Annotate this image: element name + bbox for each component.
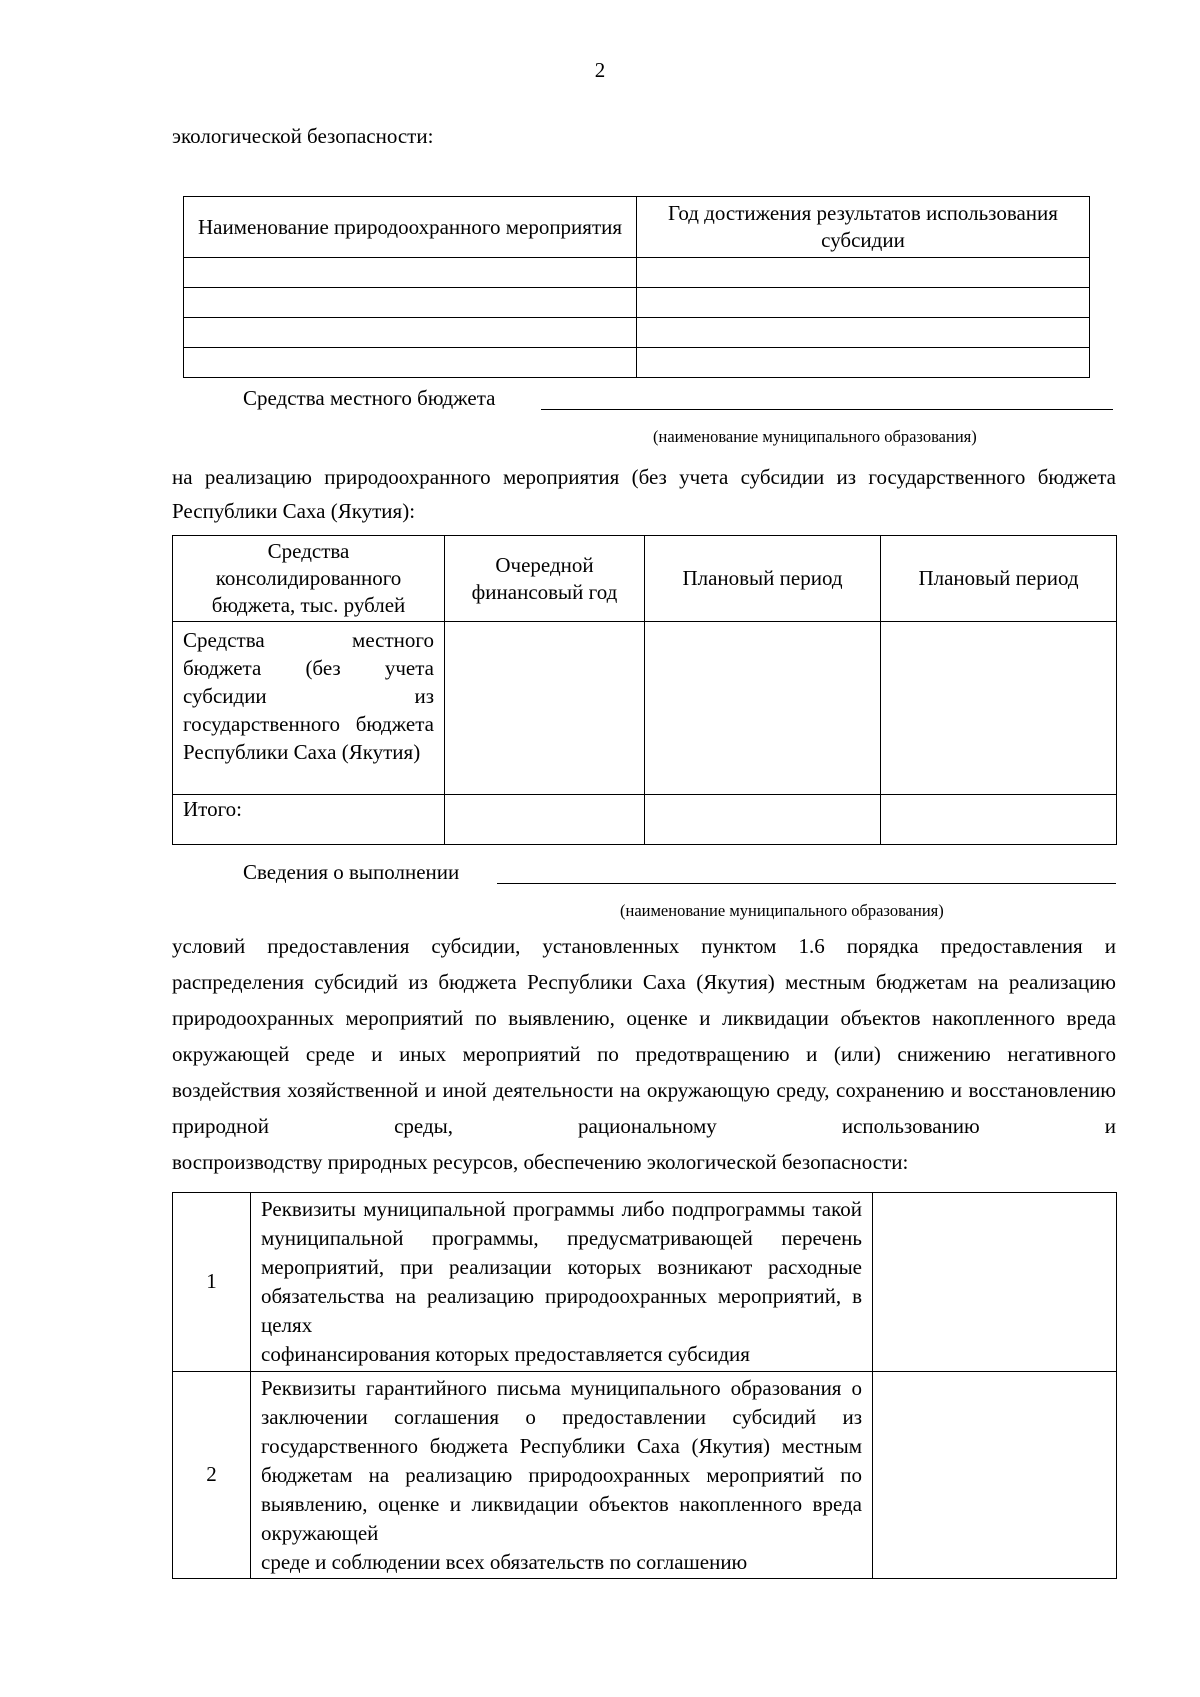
row-text-body: Реквизиты гарантийного письма муниципального образования о заключении соглашения о предоставлении субсидий из государственного бюджета Республики Саха (Якутия) местным бюджетам на реализацию природоохранных мероприятий по выявлению, оценке и ликвидации объектов накопленного вреда окружающей [261,1376,862,1545]
table-row [184,348,1090,378]
local-budget-label: Средства местного бюджета [243,386,496,410]
row-local-budget-label: Средства местного бюджета (без учета субсидии из государственного бюджета Республики Саха (Якутия) [173,622,445,795]
row-text-end: среде и соблюдении всех обязательств по соглашению [261,1550,748,1574]
page-number: 2 [594,58,606,82]
table-row [184,288,1090,318]
table-row [173,1372,1117,1579]
municipality-fill-line [497,883,1116,884]
table-row [173,1193,1117,1372]
budget-table [172,535,1117,845]
table-row [173,622,1117,795]
header-budget-funds: Средства консолидированного бюджета, тыс. рублей [173,536,445,622]
municipality-caption: (наименование муниципального образования) [653,427,977,446]
municipality-fill-line [541,409,1113,410]
row-text-body: Реквизиты муниципальной программы либо подпрограммы такой муниципальной программы, предусматривающей перечень мероприятий, при реализации которых возникают расходные обязательства на реализацию природоохранных мероприятий, в целях [261,1197,862,1337]
continuation-text: экологической безопасности: [172,124,434,148]
table-row [173,795,1117,845]
row-number: 1 [173,1193,251,1372]
requisites-table [172,1192,1117,1579]
execution-label: Сведения о выполнении [243,860,460,884]
measures-table [183,196,1090,378]
header-result-year: Год достижения результатов использования субсидии [637,197,1090,258]
paragraph-conditions-end: воспроизводству природных ресурсов, обеспечению экологической безопасности: [172,1150,909,1174]
header-planned-period: Плановый период [881,536,1117,622]
row-number: 2 [173,1372,251,1579]
row-text [251,1372,873,1579]
paragraph-conditions: условий предоставления субсидии, установленных пунктом 1.6 порядка предоставления и распределения субсидий из бюджета Республики Саха (Якутия) местным бюджетам на реализацию природоохранных мероприятий по выявлению, оценке и ликвидации объектов накопленного вреда окружающей среде и иных мероприятий по предотвращению и (или) снижению негативного воздействия хозяйственной и иной деятельности на окружающую среду, сохранению и восстановлению природной среды, рациональному использованию и [172,934,1116,1138]
row-total-label: Итого: [173,795,445,845]
table-row [184,318,1090,348]
row-text-end: софинансирования которых предоставляется субсидия [261,1342,750,1366]
header-next-year: Очередной финансовый год [445,536,645,622]
municipality-caption: (наименование муниципального образования) [620,901,944,920]
table-row [184,258,1090,288]
row-text [251,1193,873,1372]
header-measure-name: Наименование природоохранного мероприятия [184,197,637,258]
header-planned-period: Плановый период [645,536,881,622]
paragraph-intro: на реализацию природоохранного мероприятия (без учета субсидии из государственного бюджета Республики Саха (Якутия): [172,465,1116,523]
